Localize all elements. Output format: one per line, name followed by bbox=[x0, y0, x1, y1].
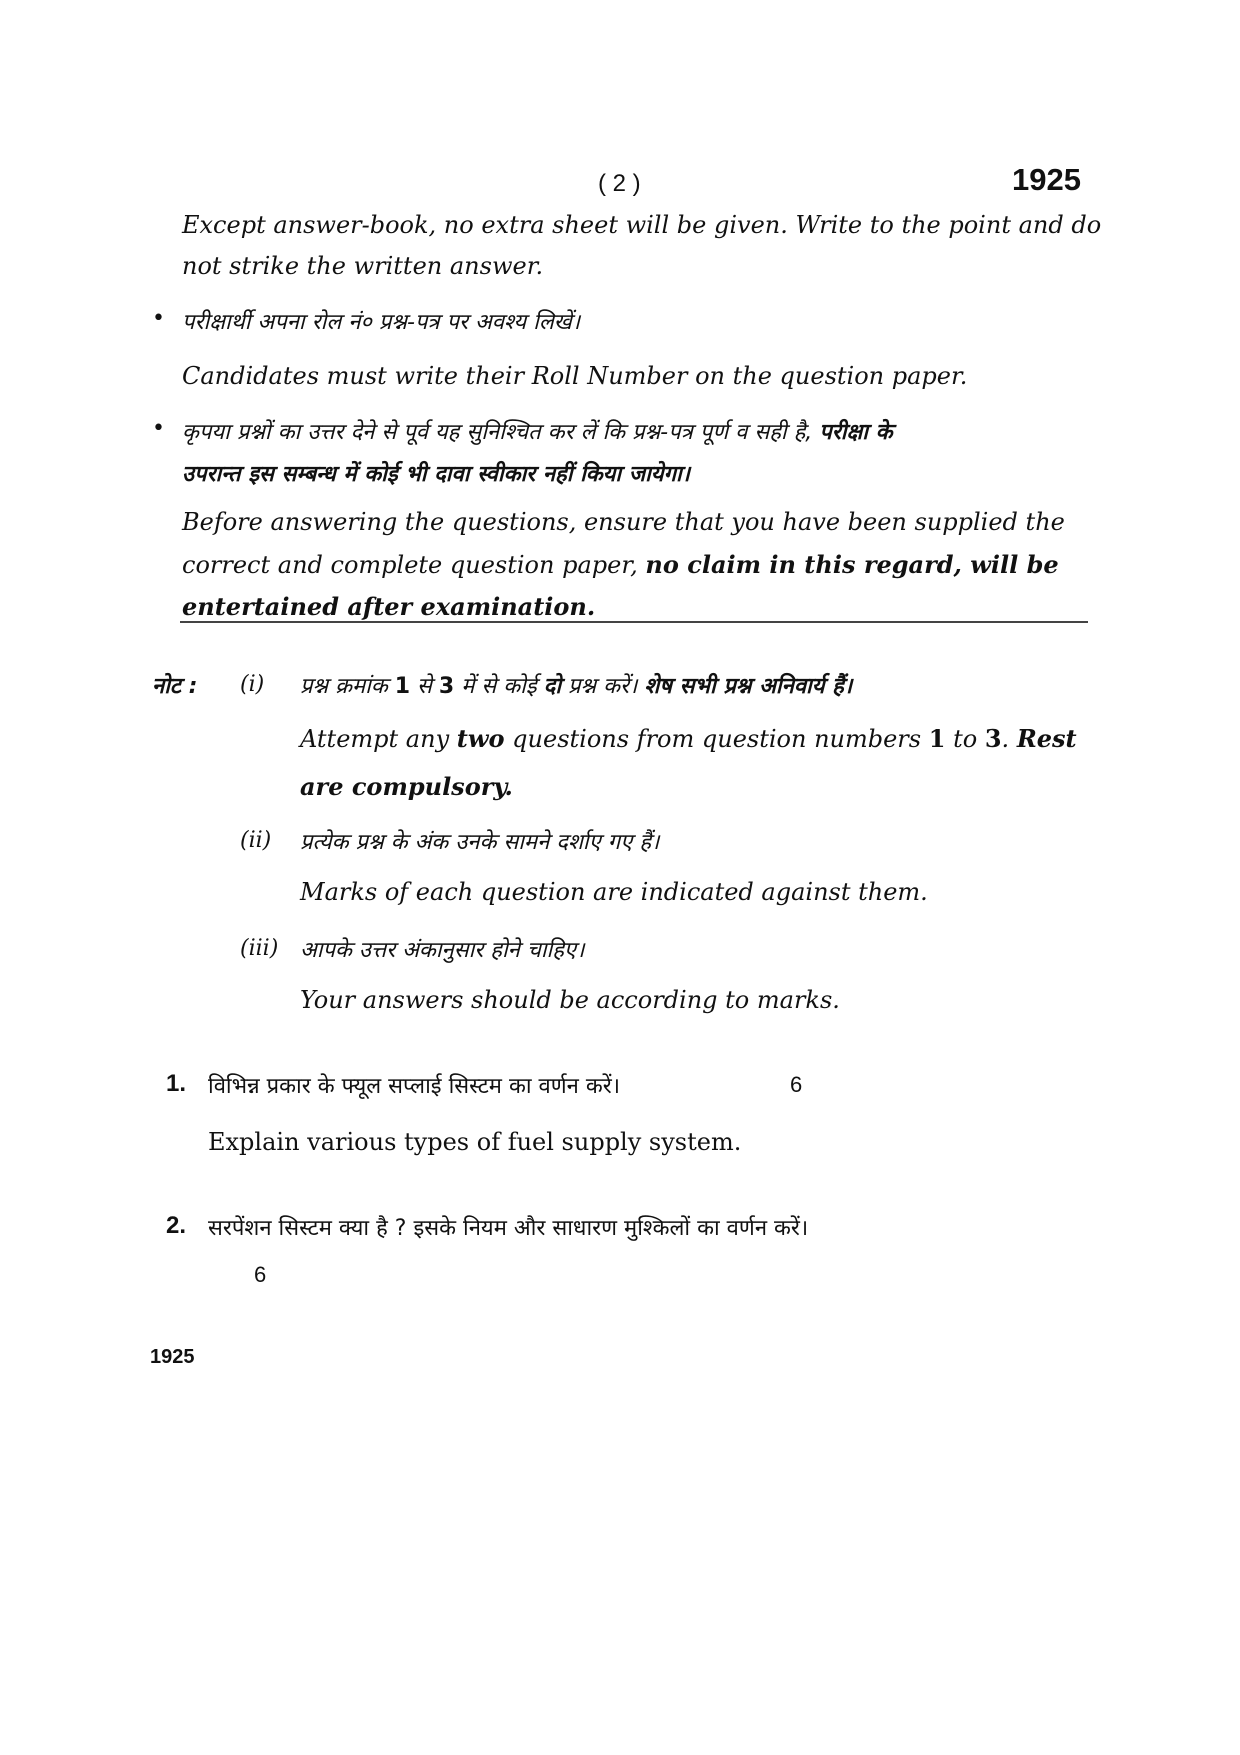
note-item-1-number: (i) bbox=[240, 672, 265, 697]
question-1-english: Explain various types of fuel supply system. bbox=[208, 1128, 742, 1156]
note-item-2-english: Marks of each question are indicated against them. bbox=[300, 878, 928, 906]
n1-hi-c: में से कोई bbox=[461, 674, 537, 699]
n1-en-n1: 1 bbox=[928, 724, 946, 753]
n1-en-a: Attempt any bbox=[300, 725, 450, 753]
page-number: ( 2 ) bbox=[598, 170, 641, 197]
n1-en-e: . bbox=[1001, 725, 1010, 753]
note-item-3-number: (iii) bbox=[240, 936, 279, 961]
check-hindi-part-a: कृपया प्रश्नों का उत्तर देने से पूर्व यह सुनिश्चित कर लें कि प्रश्न-पत्र पूर्ण व सही है, bbox=[182, 420, 813, 445]
question-2-number: 2. bbox=[166, 1212, 187, 1239]
bullet-icon: • bbox=[152, 306, 165, 331]
footer-paper-code: 1925 bbox=[150, 1346, 195, 1368]
n1-hi-f: शेष सभी प्रश्न अनिवार्य हैं। bbox=[644, 674, 853, 699]
check-hindi-part-b: परीक्षा के bbox=[819, 420, 893, 445]
bullet-icon: • bbox=[152, 416, 165, 441]
check-english-part-b: no claim in this regard, will be bbox=[645, 550, 1059, 579]
roll-instruction-hindi: परीक्षार्थी अपना रोल नं० प्रश्न-पत्र पर अवश्य लिखें। bbox=[182, 310, 581, 335]
question-2-hindi: सरपेंशन सिस्टम क्या है ? इसके नियम और साधारण मुश्किलों का वर्णन करें। bbox=[208, 1216, 809, 1241]
note-label: नोट : bbox=[152, 674, 198, 699]
roll-instruction-english: Candidates must write their Roll Number on the question paper. bbox=[182, 362, 968, 390]
n1-hi-b: से bbox=[417, 674, 432, 699]
check-english-line-2 bbox=[182, 550, 1059, 579]
n1-en-d: to bbox=[953, 725, 978, 753]
check-english-part-a: correct and complete question paper, bbox=[182, 551, 638, 579]
note-item-2-hindi: प्रत्येक प्रश्न के अंक उनके सामने दर्शाए गए हैं। bbox=[300, 830, 660, 855]
n1-hi-n2: 3 bbox=[438, 674, 455, 699]
n1-hi-d: दो bbox=[543, 674, 562, 699]
check-instruction-hindi-line-2: उपरान्त इस सम्बन्ध में कोई भी दावा स्वीकार नहीं किया जायेगा। bbox=[182, 462, 690, 487]
check-english-line-3: entertained after examination. bbox=[182, 592, 596, 621]
note-item-3-english: Your answers should be according to marks. bbox=[300, 986, 840, 1014]
n1-en-c: questions from question numbers bbox=[512, 725, 922, 753]
divider bbox=[180, 621, 1088, 623]
note-item-1-english-line-1 bbox=[300, 724, 1077, 753]
check-instruction-hindi-line-1 bbox=[182, 416, 892, 446]
intro-line-2: not strike the written answer. bbox=[182, 252, 544, 280]
note-item-1-hindi bbox=[300, 670, 852, 700]
question-2-marks: 6 bbox=[254, 1262, 267, 1287]
n1-hi-a: प्रश्न क्रमांक bbox=[300, 674, 388, 699]
intro-line-1: Except answer-book, no extra sheet will be given. Write to the point and do bbox=[182, 211, 1102, 239]
check-english-line-1: Before answering the questions, ensure that you have been supplied the bbox=[182, 508, 1065, 536]
paper-code: 1925 bbox=[1012, 162, 1081, 197]
n1-hi-e: प्रश्न करें। bbox=[568, 674, 638, 699]
question-1-number: 1. bbox=[166, 1070, 187, 1097]
note-item-1-english-line-2: are compulsory. bbox=[300, 772, 513, 801]
n1-en-f: Rest bbox=[1016, 724, 1077, 753]
note-item-3-hindi: आपके उत्तर अंकानुसार होने चाहिए। bbox=[300, 938, 585, 963]
note-item-2-number: (ii) bbox=[240, 828, 272, 853]
question-1-marks: 6 bbox=[790, 1072, 803, 1097]
n1-en-b: two bbox=[456, 724, 505, 753]
n1-hi-n1: 1 bbox=[394, 674, 411, 699]
question-1-hindi: विभिन्न प्रकार के फ्यूल सप्लाई सिस्टम का वर्णन करें। bbox=[208, 1074, 621, 1099]
n1-en-n2: 3 bbox=[984, 724, 1002, 753]
